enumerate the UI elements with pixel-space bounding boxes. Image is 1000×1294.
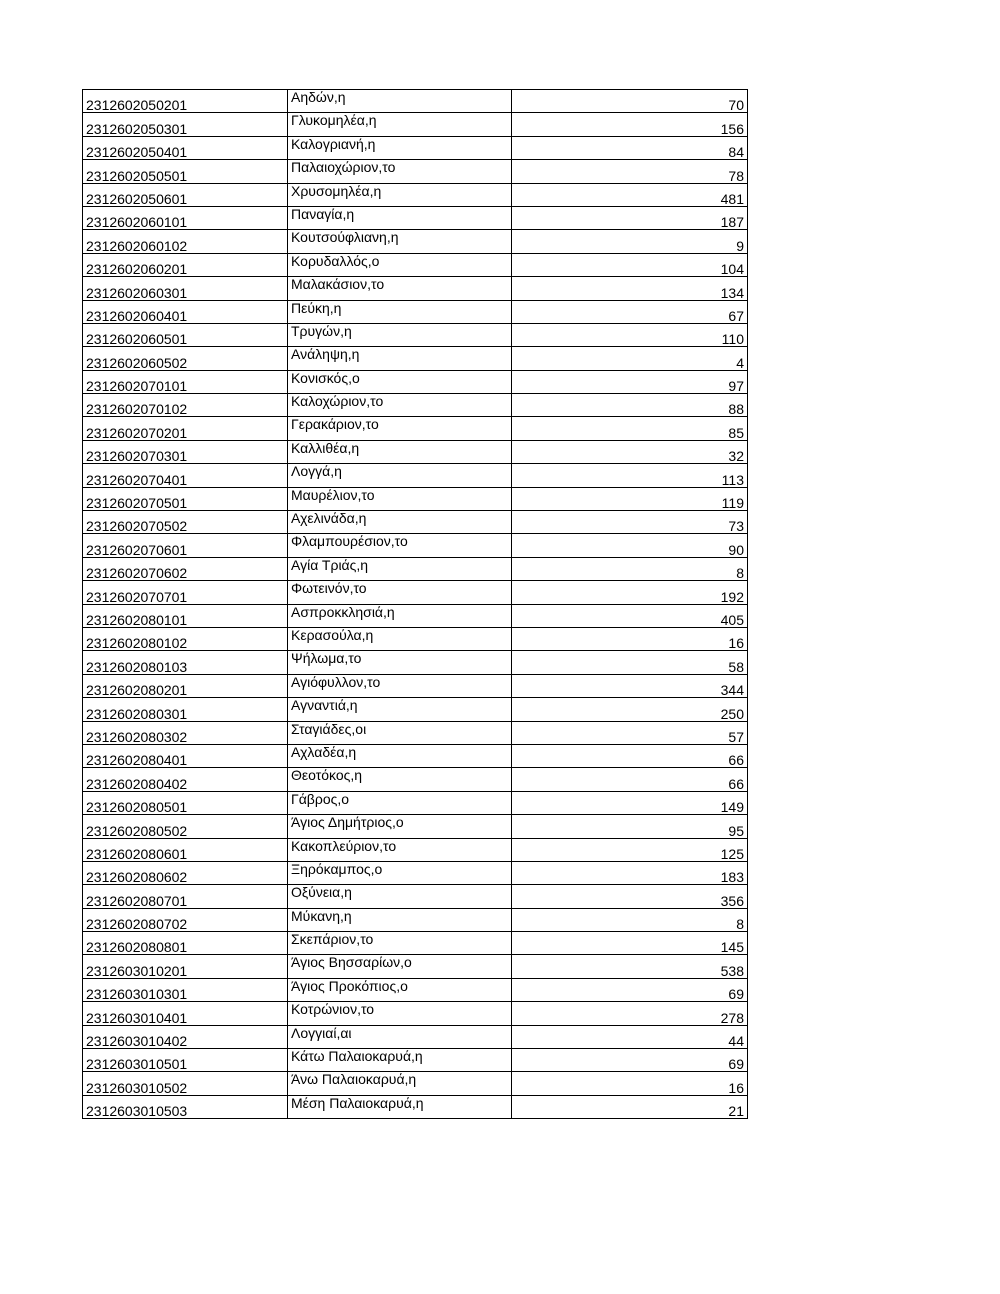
name-cell: Σκεπάριον,το (288, 932, 512, 955)
table-row (83, 815, 748, 838)
data-table (82, 89, 748, 1119)
value-cell: 78 (512, 160, 748, 183)
name-cell: Σταγιάδες,οι (288, 721, 512, 744)
table-row (83, 487, 748, 510)
value-cell: 73 (512, 511, 748, 534)
code-cell: 2312603010501 (83, 1049, 288, 1072)
code-cell: 2312602070201 (83, 417, 288, 440)
table-row (83, 674, 748, 697)
code-cell: 2312603010502 (83, 1072, 288, 1095)
table-row (83, 511, 748, 534)
table-row (83, 440, 748, 463)
value-cell: 134 (512, 277, 748, 300)
name-cell: Κερασούλα,η (288, 627, 512, 650)
table-row (83, 581, 748, 604)
name-cell: Παναγία,η (288, 206, 512, 229)
table-row (83, 323, 748, 346)
name-cell: Γερακάριον,το (288, 417, 512, 440)
table-row (83, 464, 748, 487)
value-cell: 66 (512, 744, 748, 767)
value-cell: 4 (512, 347, 748, 370)
name-cell: Ψήλωμα,το (288, 651, 512, 674)
table-row (83, 347, 748, 370)
value-cell: 88 (512, 394, 748, 417)
code-cell: 2312602080102 (83, 627, 288, 650)
name-cell: Αγναντιά,η (288, 698, 512, 721)
table-row (83, 230, 748, 253)
value-cell: 110 (512, 323, 748, 346)
code-cell: 2312602050401 (83, 136, 288, 159)
name-cell: Αηδών,η (288, 90, 512, 113)
code-cell: 2312603010402 (83, 1025, 288, 1048)
value-cell: 85 (512, 417, 748, 440)
value-cell: 67 (512, 300, 748, 323)
value-cell: 16 (512, 1072, 748, 1095)
table-row (83, 160, 748, 183)
name-cell: Μαλακάσιον,το (288, 277, 512, 300)
table-row (83, 206, 748, 229)
table-row (83, 253, 748, 276)
name-cell: Αχλαδέα,η (288, 744, 512, 767)
value-cell: 21 (512, 1095, 748, 1118)
table-row (83, 394, 748, 417)
name-cell: Αγιόφυλλον,το (288, 674, 512, 697)
name-cell: Θεοτόκος,η (288, 768, 512, 791)
value-cell: 97 (512, 370, 748, 393)
code-cell: 2312602050301 (83, 113, 288, 136)
code-cell: 2312602060502 (83, 347, 288, 370)
table-row (83, 651, 748, 674)
value-cell: 145 (512, 932, 748, 955)
name-cell: Τρυγών,η (288, 323, 512, 346)
code-cell: 2312602080602 (83, 861, 288, 884)
name-cell: Μύκανη,η (288, 908, 512, 931)
name-cell: Άγιος Προκόπιος,ο (288, 978, 512, 1001)
code-cell: 2312602080702 (83, 908, 288, 931)
value-cell: 278 (512, 1002, 748, 1025)
name-cell: Πεύκη,η (288, 300, 512, 323)
table-row (83, 861, 748, 884)
table-row (83, 417, 748, 440)
name-cell: Λογγιαί,αι (288, 1025, 512, 1048)
value-cell: 356 (512, 885, 748, 908)
value-cell: 250 (512, 698, 748, 721)
code-cell: 2312602070602 (83, 557, 288, 580)
table-row (83, 627, 748, 650)
table-row (83, 768, 748, 791)
value-cell: 481 (512, 183, 748, 206)
code-cell: 2312602070101 (83, 370, 288, 393)
table-row (83, 1095, 748, 1118)
table-row (83, 791, 748, 814)
name-cell: Άγιος Δημήτριος,ο (288, 815, 512, 838)
table-row (83, 721, 748, 744)
value-cell: 32 (512, 440, 748, 463)
code-cell: 2312602080402 (83, 768, 288, 791)
table-row (83, 1072, 748, 1095)
table-row (83, 1049, 748, 1072)
table-row (83, 277, 748, 300)
table-row (83, 557, 748, 580)
value-cell: 16 (512, 627, 748, 650)
code-cell: 2312602080101 (83, 604, 288, 627)
code-cell: 2312602080103 (83, 651, 288, 674)
code-cell: 2312603010201 (83, 955, 288, 978)
name-cell: Καλοχώριον,το (288, 394, 512, 417)
table-body (83, 90, 748, 1119)
name-cell: Κοτρώνιον,το (288, 1002, 512, 1025)
table-row (83, 838, 748, 861)
name-cell: Άγιος Βησσαρίων,ο (288, 955, 512, 978)
table-row (83, 744, 748, 767)
code-cell: 2312602080301 (83, 698, 288, 721)
name-cell: Κονισκός,ο (288, 370, 512, 393)
code-cell: 2312602060301 (83, 277, 288, 300)
code-cell: 2312602060501 (83, 323, 288, 346)
table-row (83, 534, 748, 557)
code-cell: 2312602070601 (83, 534, 288, 557)
value-cell: 125 (512, 838, 748, 861)
value-cell: 183 (512, 861, 748, 884)
code-cell: 2312602060401 (83, 300, 288, 323)
value-cell: 8 (512, 908, 748, 931)
name-cell: Αγία Τριάς,η (288, 557, 512, 580)
value-cell: 90 (512, 534, 748, 557)
name-cell: Καλλιθέα,η (288, 440, 512, 463)
name-cell: Φλαμπουρέσιον,το (288, 534, 512, 557)
code-cell: 2312602080601 (83, 838, 288, 861)
value-cell: 119 (512, 487, 748, 510)
code-cell: 2312602080502 (83, 815, 288, 838)
value-cell: 538 (512, 955, 748, 978)
code-cell: 2312602060102 (83, 230, 288, 253)
table-row (83, 885, 748, 908)
value-cell: 156 (512, 113, 748, 136)
name-cell: Κορυδαλλός,ο (288, 253, 512, 276)
value-cell: 69 (512, 978, 748, 1001)
value-cell: 149 (512, 791, 748, 814)
table-row (83, 1025, 748, 1048)
value-cell: 9 (512, 230, 748, 253)
value-cell: 66 (512, 768, 748, 791)
code-cell: 2312602080701 (83, 885, 288, 908)
value-cell: 104 (512, 253, 748, 276)
name-cell: Μαυρέλιον,το (288, 487, 512, 510)
value-cell: 95 (512, 815, 748, 838)
table-row (83, 113, 748, 136)
table-row (83, 955, 748, 978)
value-cell: 84 (512, 136, 748, 159)
table-row (83, 908, 748, 931)
code-cell: 2312602080401 (83, 744, 288, 767)
value-cell: 58 (512, 651, 748, 674)
name-cell: Οξύνεια,η (288, 885, 512, 908)
code-cell: 2312602050601 (83, 183, 288, 206)
code-cell: 2312602070701 (83, 581, 288, 604)
table-row (83, 370, 748, 393)
name-cell: Κακοπλεύριον,το (288, 838, 512, 861)
name-cell: Λογγά,η (288, 464, 512, 487)
table-row (83, 604, 748, 627)
value-cell: 113 (512, 464, 748, 487)
code-cell: 2312602070301 (83, 440, 288, 463)
table-row (83, 300, 748, 323)
table-row (83, 932, 748, 955)
code-cell: 2312602070501 (83, 487, 288, 510)
code-cell: 2312603010301 (83, 978, 288, 1001)
name-cell: Φωτεινόν,το (288, 581, 512, 604)
name-cell: Καλογριανή,η (288, 136, 512, 159)
code-cell: 2312603010401 (83, 1002, 288, 1025)
value-cell: 44 (512, 1025, 748, 1048)
value-cell: 187 (512, 206, 748, 229)
code-cell: 2312602050201 (83, 90, 288, 113)
name-cell: Χρυσομηλέα,η (288, 183, 512, 206)
value-cell: 57 (512, 721, 748, 744)
name-cell: Γλυκομηλέα,η (288, 113, 512, 136)
code-cell: 2312602060201 (83, 253, 288, 276)
code-cell: 2312602050501 (83, 160, 288, 183)
value-cell: 405 (512, 604, 748, 627)
name-cell: Κουτσούφλιανη,η (288, 230, 512, 253)
code-cell: 2312602080302 (83, 721, 288, 744)
name-cell: Αχελινάδα,η (288, 511, 512, 534)
table-row (83, 1002, 748, 1025)
table-row (83, 698, 748, 721)
table-row (83, 183, 748, 206)
name-cell: Μέση Παλαιοκαρυά,η (288, 1095, 512, 1118)
name-cell: Ξηρόκαμπος,ο (288, 861, 512, 884)
value-cell: 70 (512, 90, 748, 113)
table-row (83, 90, 748, 113)
table-row (83, 136, 748, 159)
value-cell: 69 (512, 1049, 748, 1072)
code-cell: 2312602080501 (83, 791, 288, 814)
name-cell: Ανάληψη,η (288, 347, 512, 370)
name-cell: Παλαιοχώριον,το (288, 160, 512, 183)
name-cell: Γάβρος,ο (288, 791, 512, 814)
value-cell: 344 (512, 674, 748, 697)
name-cell: Κάτω Παλαιοκαρυά,η (288, 1049, 512, 1072)
code-cell: 2312602080201 (83, 674, 288, 697)
value-cell: 8 (512, 557, 748, 580)
name-cell: Άνω Παλαιοκαρυά,η (288, 1072, 512, 1095)
code-cell: 2312602070401 (83, 464, 288, 487)
table-row (83, 978, 748, 1001)
code-cell: 2312602070102 (83, 394, 288, 417)
value-cell: 192 (512, 581, 748, 604)
name-cell: Ασπροκκλησιά,η (288, 604, 512, 627)
code-cell: 2312602060101 (83, 206, 288, 229)
code-cell: 2312603010503 (83, 1095, 288, 1118)
code-cell: 2312602080801 (83, 932, 288, 955)
code-cell: 2312602070502 (83, 511, 288, 534)
